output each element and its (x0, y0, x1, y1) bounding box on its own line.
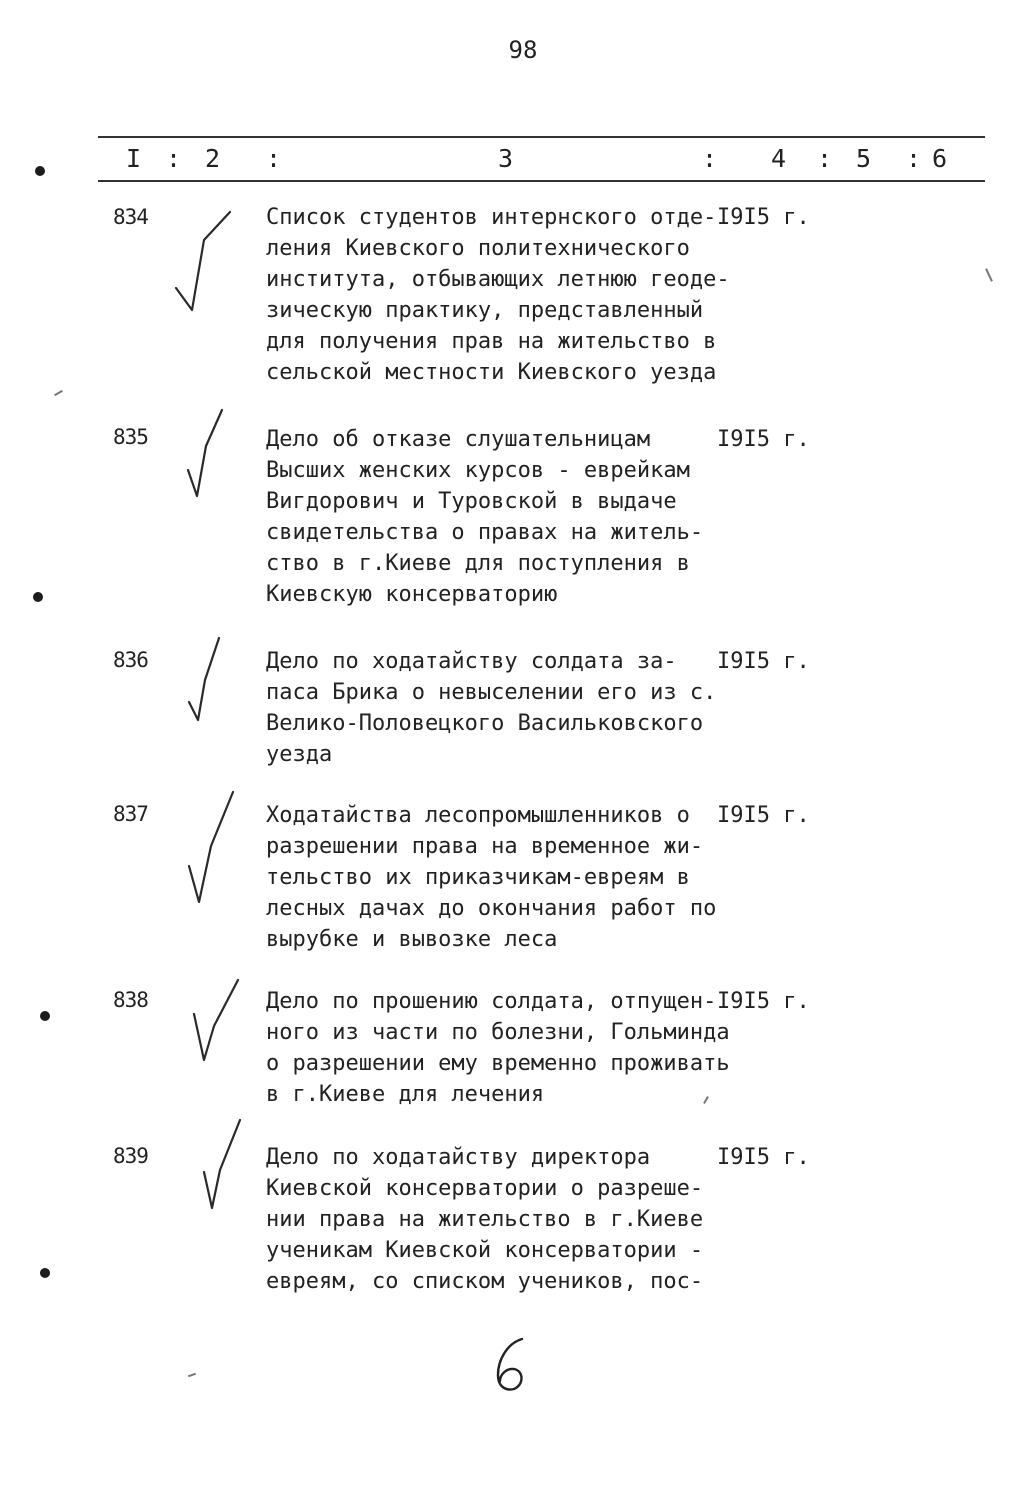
checkmark-icon (182, 408, 242, 500)
entry-number: 838 (113, 988, 148, 1012)
entry-number: 839 (113, 1144, 148, 1168)
page-number: 98 (508, 36, 538, 64)
column-separator: : (702, 144, 718, 173)
entry-date: I9I5 г. (717, 989, 810, 1014)
entry-description: Дело по ходатайству директора Киевской консерватории о разреше- нии права на жительство в г.Киеве ученикам Киевской консерватории - евреям, со списком учеников, пос- (266, 1145, 704, 1294)
column-header-1: I (126, 144, 142, 173)
margin-speck (188, 1373, 196, 1378)
entry-number: 835 (113, 425, 148, 449)
entry-description: Дело по прошению солдата, отпущен- ного из части по болезни, Гольминда о разрешении ему временно проживать в г.Киеве для лечения (266, 989, 730, 1107)
checkmark-icon (190, 978, 250, 1064)
column-header-6: 6 (932, 144, 948, 173)
margin-dot (40, 1268, 50, 1278)
entry-number: 837 (113, 802, 148, 826)
margin-dot (35, 166, 45, 176)
entry-date: I9I5 г. (717, 427, 810, 452)
column-header-2: 2 (205, 144, 221, 173)
column-header-4: 4 (771, 144, 787, 173)
entry-date: I9I5 г. (717, 803, 810, 828)
entry-date: I9I5 г. (717, 649, 810, 674)
entry-date: I9I5 г. (717, 205, 810, 230)
margin-speck (985, 268, 993, 282)
margin-dot (40, 1011, 50, 1021)
margin-dot (33, 592, 43, 602)
entry-description: Дело по ходатайству солдата за- паса Брика о невыселении его из с. Велико-Половецкого Васильковского уезда (266, 649, 717, 767)
checkmark-icon (168, 210, 238, 320)
table-header-top-rule (98, 136, 985, 138)
entry-description: Дело об отказе слушательницам Высших женских курсов - еврейкам Вигдорович и Туровской в выдаче свидетельства о правах на житель- ство в г.Киеве для поступления в Киевскую консерваторию (266, 427, 704, 607)
column-separator: : (906, 144, 922, 173)
table-header-bottom-rule (98, 180, 985, 182)
column-separator: : (166, 144, 182, 173)
entry-date: I9I5 г. (717, 1145, 810, 1170)
checkmark-icon (200, 1118, 260, 1214)
checkmark-icon (183, 636, 243, 724)
entry-description: Список студентов интернского отде- ления Киевского политехнического института, отбывающих летнюю геоде- зическую практику, представленный для получения прав на жительство в сельской местности Киевского уезда (266, 205, 730, 385)
column-separator: : (266, 144, 282, 173)
entry-number: 836 (113, 648, 148, 672)
entry-number: 834 (113, 205, 148, 229)
margin-speck (54, 390, 63, 396)
column-header-5: 5 (856, 144, 872, 173)
column-header-3: 3 (498, 144, 514, 173)
column-separator: : (817, 144, 833, 173)
handwritten-number (488, 1335, 538, 1395)
column-header-row (0, 144, 1024, 174)
entry-description: Ходатайства лесопромышленников о разрешении права на временное жи- тельство их приказчикам-евреям в лесных дачах до окончания работ по вырубке и вывозке леса (266, 803, 717, 952)
checkmark-icon (183, 790, 243, 908)
